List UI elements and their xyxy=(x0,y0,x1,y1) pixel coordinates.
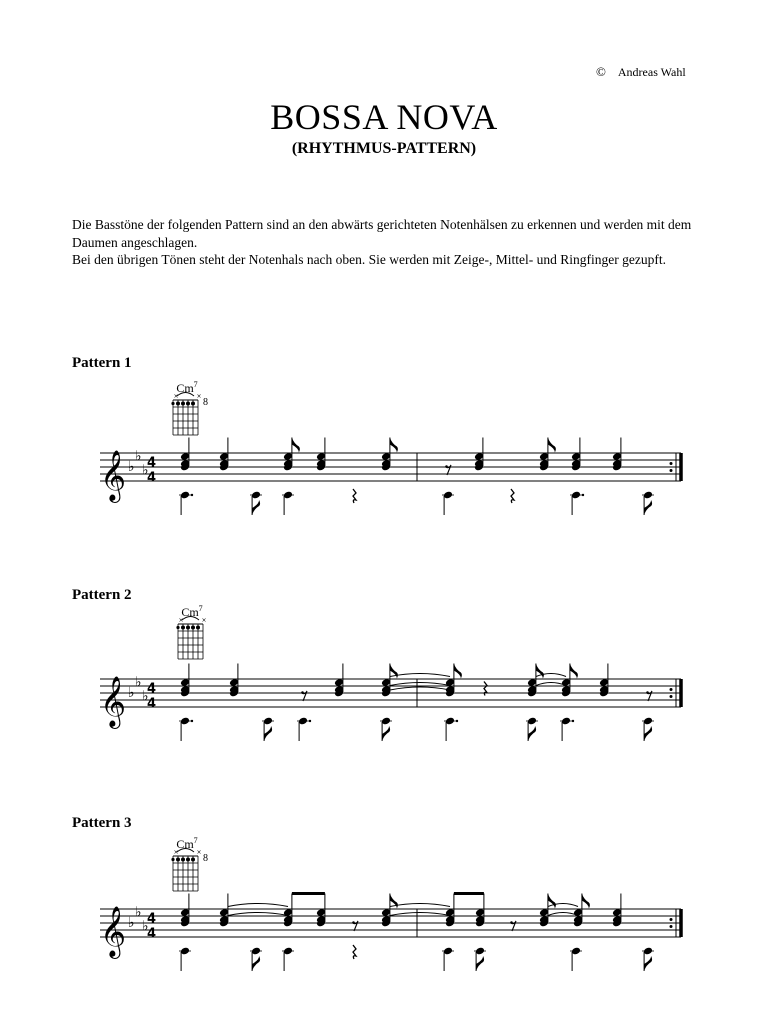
pattern-3-staff xyxy=(0,896,768,976)
diagram-barre-arc xyxy=(177,393,194,397)
time-signature-top: 4 xyxy=(147,455,157,471)
flat-sign: ♭ xyxy=(135,674,142,691)
quarter-rest xyxy=(353,945,356,959)
note-flag xyxy=(570,664,578,679)
pattern-3-label: Pattern 3 xyxy=(72,815,132,831)
eighth-rest-dot xyxy=(352,921,355,924)
note-flag xyxy=(644,726,652,741)
chord-name-text: Cm xyxy=(176,837,194,851)
note-flag xyxy=(390,438,398,453)
tie xyxy=(390,683,450,686)
treble-clef-icon: 𝄞 xyxy=(100,450,127,501)
diagram-dot xyxy=(176,858,180,862)
diagram-mute-mark: × xyxy=(196,393,202,400)
diagram-dot xyxy=(176,626,179,629)
diagram-barre-arc xyxy=(182,617,199,621)
dot xyxy=(582,494,584,496)
page-subtitle: (RHYTHMUS-PATTERN) xyxy=(291,140,477,157)
flat-sign: ♭ xyxy=(142,462,149,479)
tie xyxy=(228,904,288,907)
note-flag xyxy=(528,726,536,741)
pattern-1-staff xyxy=(0,440,768,520)
time-signature-bottom: 4 xyxy=(147,926,157,942)
diagram-dot xyxy=(186,626,190,630)
diagram-dot xyxy=(181,858,185,862)
diagram-mute-mark: × xyxy=(196,849,202,856)
note-flag xyxy=(292,438,300,453)
flat-sign: ♭ xyxy=(128,459,135,475)
time-signature-bottom: 4 xyxy=(147,470,157,486)
note-flag xyxy=(476,956,484,971)
chord-name-superscript: 7 xyxy=(193,380,198,389)
tie xyxy=(228,913,288,916)
dot xyxy=(191,494,193,496)
dot xyxy=(572,720,574,722)
tie xyxy=(548,904,578,907)
chord-name-text: Cm xyxy=(176,381,194,395)
flat-sign: ♭ xyxy=(135,904,142,921)
diagram-mute-mark: × xyxy=(173,849,179,856)
diagram-mute-mark: × xyxy=(173,393,179,400)
eighth-rest-dot xyxy=(445,465,448,468)
tie xyxy=(390,913,450,916)
repeat-dot xyxy=(670,695,673,698)
diagram-dot xyxy=(171,858,174,861)
eighth-rest-dot xyxy=(510,921,513,924)
diagram-dot xyxy=(181,402,185,406)
pattern-3-chord-diagram xyxy=(170,848,204,888)
treble-clef-icon: 𝄞 xyxy=(100,676,127,727)
diagram-mute-mark: × xyxy=(178,617,184,624)
tie xyxy=(390,674,450,677)
dot xyxy=(309,720,311,722)
repeat-dot xyxy=(670,462,673,465)
time-signature-top: 4 xyxy=(147,911,157,927)
diagram-mute-mark: × xyxy=(201,617,207,624)
author-name: Andreas Wahl xyxy=(617,65,686,79)
copyright-symbol: © xyxy=(596,64,606,79)
diagram-barre-arc xyxy=(177,849,194,853)
tie xyxy=(536,683,566,686)
page-title: BOSSA NOVA xyxy=(270,97,498,137)
repeat-dot xyxy=(670,469,673,472)
dot xyxy=(456,720,458,722)
tie xyxy=(390,904,450,907)
diagram-dot xyxy=(191,402,195,406)
time-signature-bottom: 4 xyxy=(147,696,157,712)
flat-sign: ♭ xyxy=(128,685,135,701)
tie xyxy=(536,674,566,677)
treble-clef-icon: 𝄞 xyxy=(100,906,127,957)
tie xyxy=(390,687,450,690)
diagram-dot xyxy=(176,402,180,406)
intro-paragraph-2: Bei den übrigen Tönen steht der Notenhals nach oben. Sie werden mit Zeige-, Mittel- und Ringfinger gezupft. xyxy=(72,252,666,267)
note-flag xyxy=(454,664,462,679)
pattern-2-staff xyxy=(0,666,768,746)
eighth-rest-dot xyxy=(646,691,649,694)
flat-sign: ♭ xyxy=(128,915,135,931)
chord-name-superscript: 7 xyxy=(193,836,198,845)
pattern-1-chord-diagram xyxy=(170,392,204,432)
repeat-dot xyxy=(670,918,673,921)
repeat-dot xyxy=(670,688,673,691)
quarter-rest xyxy=(353,489,356,503)
diagram-dot xyxy=(181,626,185,630)
flat-sign: ♭ xyxy=(142,918,149,935)
quarter-rest xyxy=(511,489,514,503)
note-flag xyxy=(644,956,652,971)
eighth-rest-dot xyxy=(301,691,304,694)
diagram-dot xyxy=(171,402,174,405)
intro-text xyxy=(72,216,702,269)
dot xyxy=(191,720,193,722)
note-flag xyxy=(582,894,590,909)
note-flag xyxy=(252,500,260,515)
note-flag xyxy=(252,956,260,971)
copyright-notice xyxy=(596,64,686,80)
pattern-2-chord-diagram xyxy=(175,616,209,656)
diagram-dot xyxy=(191,858,195,862)
pattern-2-label: Pattern 2 xyxy=(72,587,132,603)
tie xyxy=(548,913,578,916)
diagram-dot xyxy=(196,626,200,630)
chord-name-text: Cm xyxy=(181,605,199,619)
pattern-3-fret-number: 8 xyxy=(203,853,208,864)
flat-sign: ♭ xyxy=(135,448,142,465)
note-flag xyxy=(644,500,652,515)
pattern-1-fret-number: 8 xyxy=(203,397,208,408)
diagram-dot xyxy=(191,626,195,630)
flat-sign: ♭ xyxy=(142,688,149,705)
chord-name-superscript: 7 xyxy=(198,604,203,613)
note-flag xyxy=(382,726,390,741)
note-flag xyxy=(264,726,272,741)
repeat-dot xyxy=(670,925,673,928)
diagram-dot xyxy=(186,402,190,406)
diagram-dot xyxy=(186,858,190,862)
intro-paragraph-1: Die Basstöne der folgenden Pattern sind an den abwärts gerichteten Notenhälsen zu erkennen und werden mit dem Daumen angeschlagen. xyxy=(72,217,692,250)
time-signature-top: 4 xyxy=(147,681,157,697)
note-flag xyxy=(548,438,556,453)
pattern-1-label: Pattern 1 xyxy=(72,355,132,371)
